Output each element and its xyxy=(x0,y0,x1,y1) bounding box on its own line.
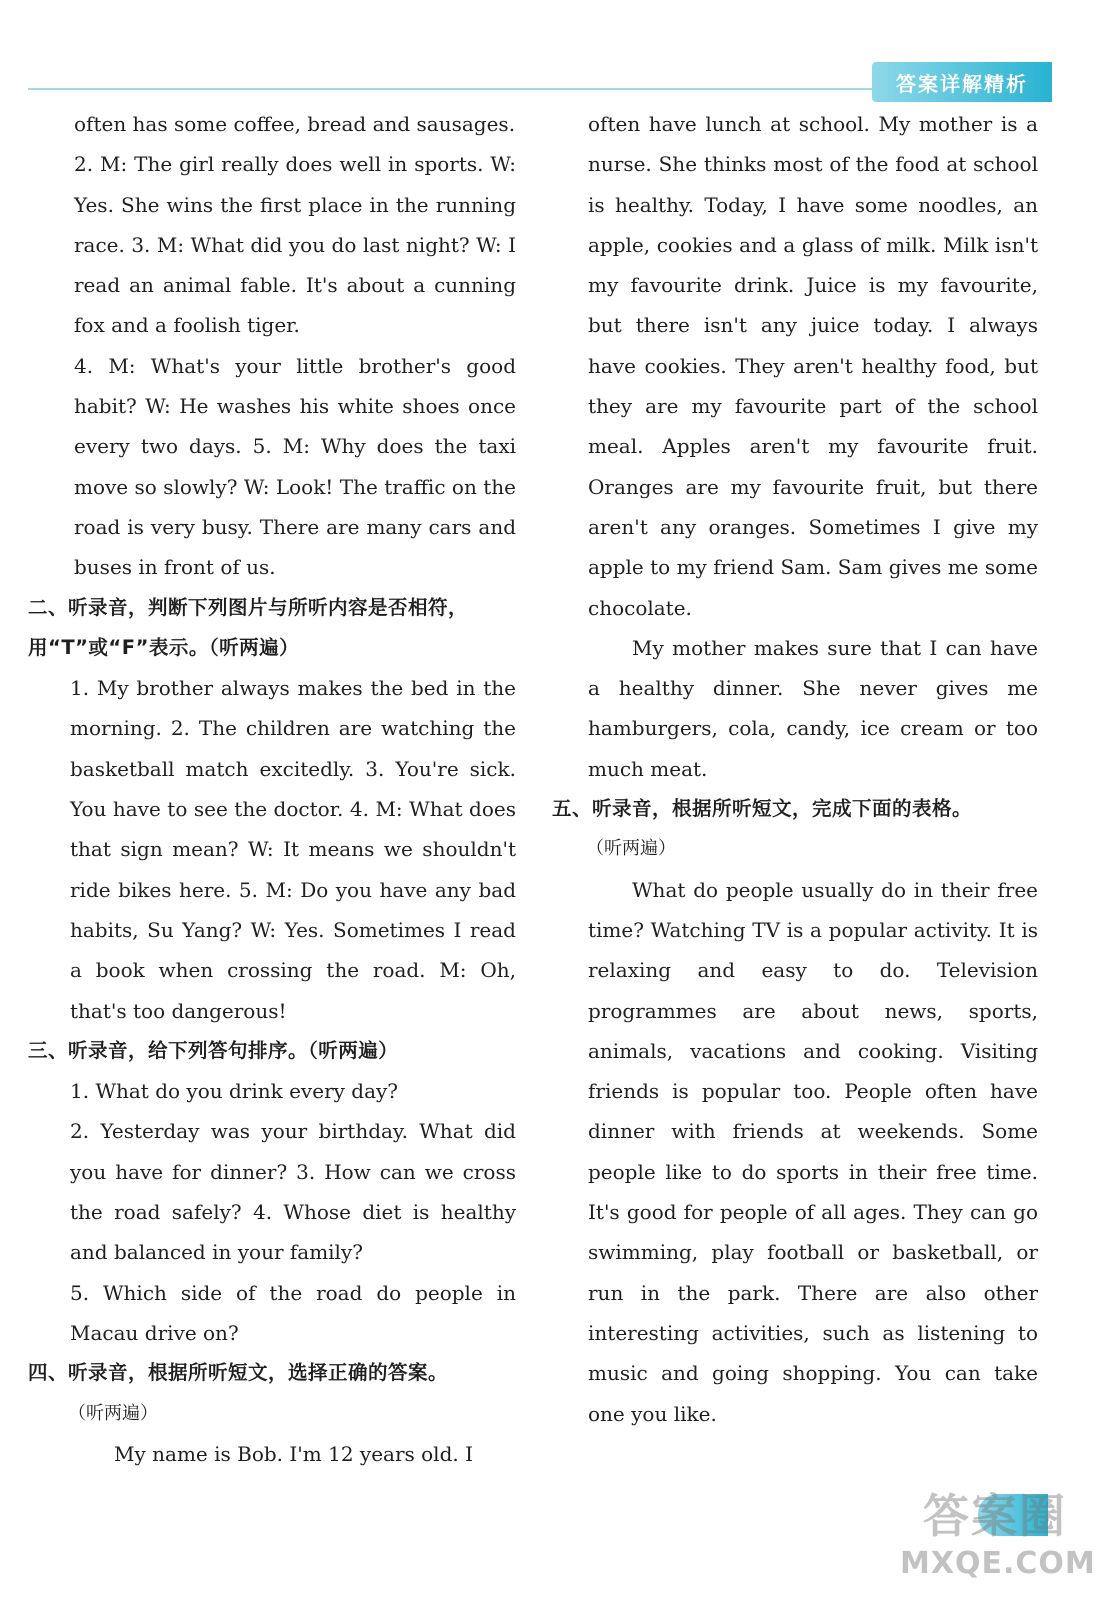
answer-paragraph: 2. Yesterday was your birthday. What did you have for dinner? 3. How can we cross the road safely? 4. Whose diet is healthy and balanced in your family? xyxy=(70,1119,516,1265)
answer-paragraph: often have lunch at school. My mother is a nurse. She thinks most of the food at school is healthy. Today, I have some noodles, an apple, cookies and a glass of milk. Milk isn't my favourite drink. Juice is my favourite, but there isn't any juice today. I always have cookies. They aren't healthy food, but they are my favourite part of the school meal. Apples aren't my favourite fruit. Oranges are my favourite fruit, but there aren't any oranges. Sometimes I give my apple to my friend Sam. Sam gives me some chocolate. xyxy=(588,112,1038,620)
answer-paragraph: What do people usually do in their free time? Watching TV is a popular activity. It is relaxing and easy to do. Television programmes are about news, sports, animals, vacations and cooking. Visiting friends is popular too. People often have dinner with friends at weekends. Some people like to do sports in their free time. It's good for people of all ages. They can go swimming, play football or basketball, or run in the park. There are also other interesting activities, such as listening to music and going shopping. You can take one you like. xyxy=(588,877,1038,1426)
answer-paragraph: My name is Bob. I'm 12 years old. I xyxy=(114,1441,473,1466)
answer-paragraph: 4. M: What's your little brother's good habit? W: He washes his white shoes once every two days. 5. M: Why does the taxi move so slowly? W: Look! The traffic on the road is very busy. There are many cars and buses in front of us. xyxy=(74,353,516,580)
section-heading-5: 五、听录音，根据所听短文，完成下面的表格。 xyxy=(552,797,973,821)
section-note: （听两遍） xyxy=(586,838,676,860)
section-heading-2: 二、听录音，判断下列图片与所听内容是否相符，用“T”或“F”表示。（听两遍） xyxy=(28,595,469,659)
answer-paragraph: often has some coffee, bread and sausages. xyxy=(74,112,516,136)
header-rule xyxy=(28,88,888,90)
answer-paragraph: 1. What do you drink every day? xyxy=(70,1079,399,1104)
watermark-logo xyxy=(900,1488,1096,1598)
answer-paragraph: 5. Which side of the road do people in Macau drive on? xyxy=(70,1280,516,1345)
answer-paragraph: 2. M: The girl really does well in sports. W: Yes. She wins the first place in the running race. 3. M: What did you do last night? W: I read an animal fable. It's about a cunning fox and a foolish tiger. xyxy=(74,152,516,338)
left-column xyxy=(28,104,516,1474)
section-note: （听两遍） xyxy=(68,1402,158,1424)
watermark-url: MXQE.COM xyxy=(900,1546,1096,1581)
right-column xyxy=(552,104,1038,1434)
header-title: 答案详解精析 xyxy=(872,62,1052,102)
answer-paragraph: My mother makes sure that I can have a healthy dinner. She never gives me hamburgers, cola, candy, ice cream or too much meat. xyxy=(588,635,1038,781)
section-heading-3: 三、听录音，给下列答句排序。（听两遍） xyxy=(28,1038,399,1062)
watermark-text: 答案圈 xyxy=(923,1489,1067,1543)
answer-paragraph: 1. My brother always makes the bed in the morning. 2. The children are watching the basketball match excitedly. 3. You're sick. You have to see the doctor. 4. M: What does that sign mean? W: It means we shouldn't ride bikes here. 5. M: Do you have any bad habits, Su Yang? W: Yes. Sometimes I read a book when crossing the road. M: Oh, that's too dangerous! xyxy=(70,676,516,1023)
section-heading-4: 四、听录音，根据所听短文，选择正确的答案。 xyxy=(28,1361,449,1385)
